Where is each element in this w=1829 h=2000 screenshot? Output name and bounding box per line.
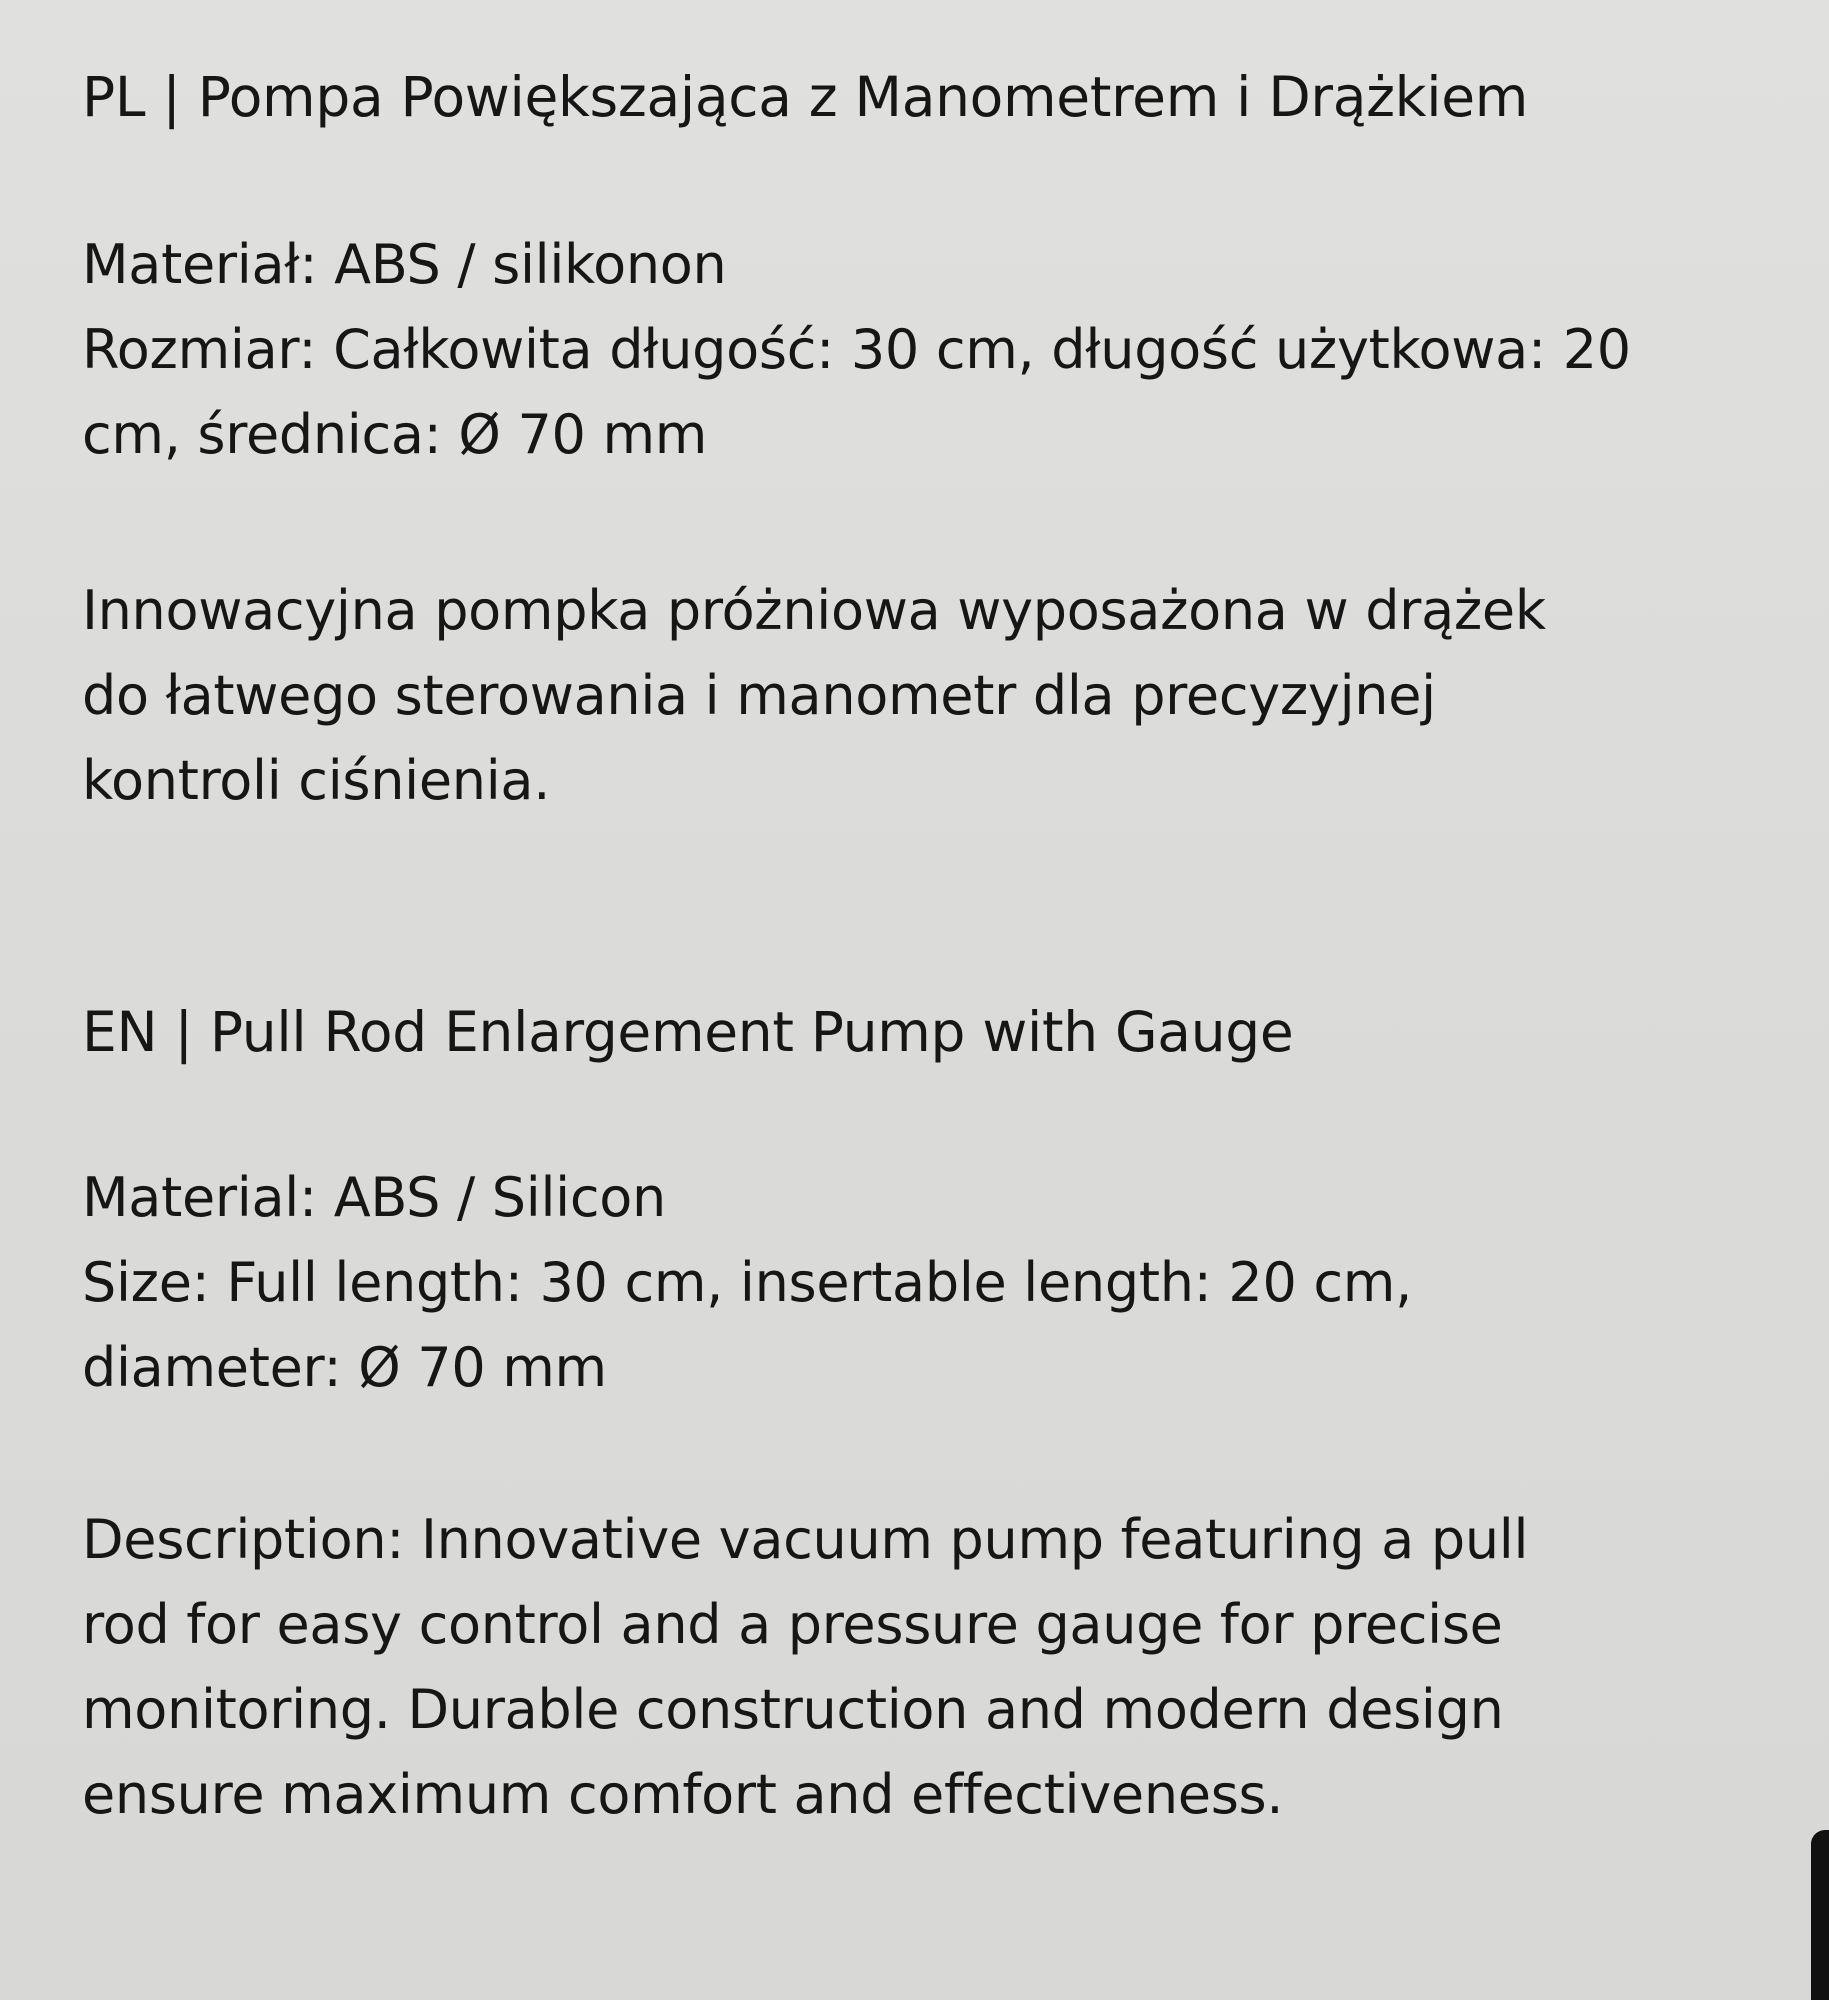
pl-description: [82, 568, 1782, 823]
pl-specs: [82, 222, 1782, 477]
en-material: Material: ABS / Silicon: [82, 1166, 666, 1229]
pl-size-line-2: cm, średnica: Ø 70 mm: [82, 403, 708, 466]
pl-desc-line-1: Innowacyjna pompka próżniowa wyposażona w drążek: [82, 579, 1546, 642]
en-size-line-1: Size: Full length: 30 cm, insertable length: 20 cm,: [82, 1251, 1412, 1314]
package-edge-mark: [1811, 1830, 1829, 2000]
pl-material: Materiał: ABS / silikonon: [82, 233, 727, 296]
pl-section: [82, 55, 1782, 140]
en-description: [82, 1497, 1782, 1837]
en-specs: [82, 1155, 1782, 1410]
en-desc-line-3: monitoring. Durable construction and modern design: [82, 1678, 1504, 1741]
en-size-line-2: diameter: Ø 70 mm: [82, 1336, 607, 1399]
en-title: EN | Pull Rod Enlargement Pump with Gauge: [82, 1000, 1294, 1064]
en-desc-line-1: Description: Innovative vacuum pump featuring a pull: [82, 1508, 1529, 1571]
pl-size-line-1: Rozmiar: Całkowita długość: 30 cm, długość użytkowa: 20: [82, 318, 1631, 381]
pl-title: PL | Pompa Powiększająca z Manometrem i Drążkiem: [82, 65, 1529, 129]
en-desc-line-2: rod for easy control and a pressure gauge for precise: [82, 1593, 1503, 1656]
pl-desc-line-2: do łatwego sterowania i manometr dla precyzyjnej: [82, 664, 1436, 727]
en-desc-line-4: ensure maximum comfort and effectiveness.: [82, 1763, 1284, 1826]
pl-desc-line-3: kontroli ciśnienia.: [82, 749, 551, 812]
en-section: [82, 990, 1782, 1075]
